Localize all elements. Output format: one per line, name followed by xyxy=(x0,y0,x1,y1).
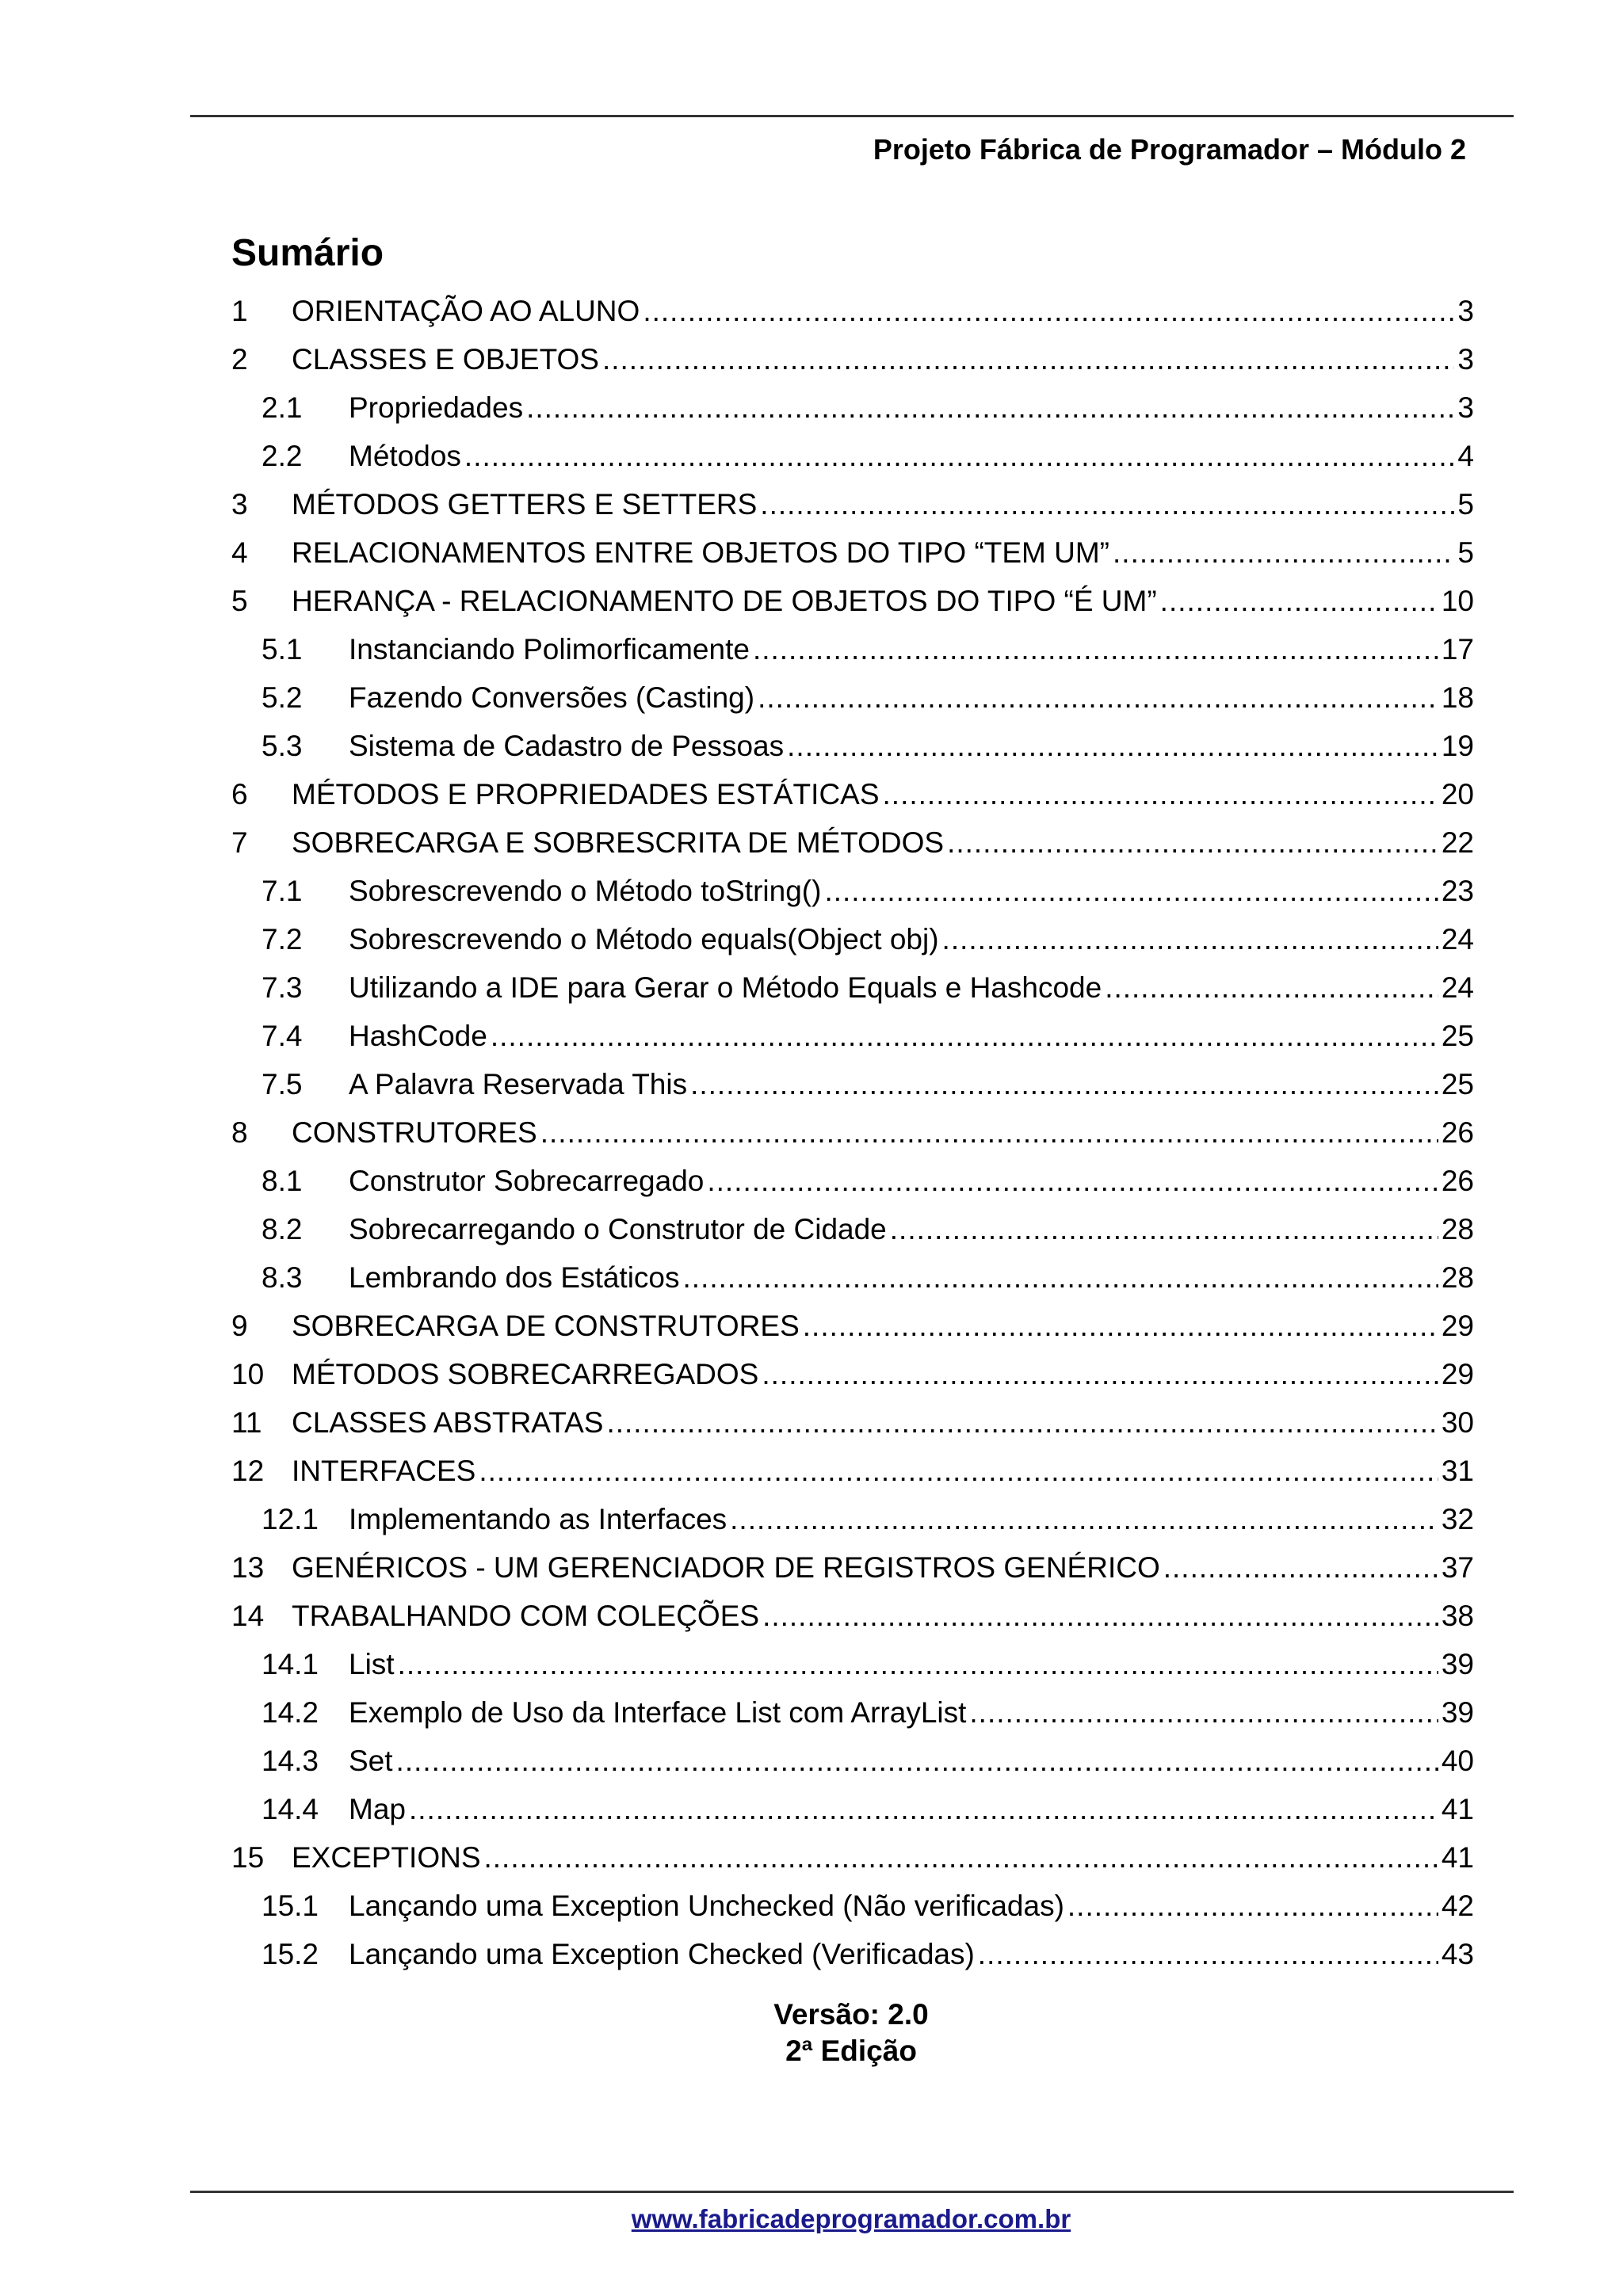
toc-entry-title: GENÉRICOS - UM GERENCIADOR DE REGISTROS GENÉRICO xyxy=(292,1551,1160,1584)
toc-entry-page: 3 xyxy=(1457,391,1474,424)
toc-entry[interactable] xyxy=(231,1253,1474,1302)
toc-entry-number: 8.2 xyxy=(262,1213,303,1245)
toc-entry-number: 15.1 xyxy=(262,1890,319,1922)
toc-entry[interactable] xyxy=(231,963,1474,1012)
toc-entry-number: 12 xyxy=(231,1455,265,1487)
toc-entry-number: 7 xyxy=(231,826,248,859)
toc-dot-leader xyxy=(942,915,1438,963)
toc-entry-title: Sistema de Cadastro de Pessoas xyxy=(349,730,785,762)
toc-entry-page: 32 xyxy=(1441,1503,1474,1535)
toc-entry-page: 20 xyxy=(1441,778,1474,810)
toc-dot-leader xyxy=(1163,1543,1438,1592)
toc-entry-page: 18 xyxy=(1441,681,1474,714)
toc-dot-leader xyxy=(947,818,1438,867)
toc-dot-leader xyxy=(643,287,1454,335)
toc-dot-leader xyxy=(1113,528,1454,577)
toc-entry[interactable] xyxy=(231,1108,1474,1157)
toc-entry-number: 14 xyxy=(231,1600,265,1632)
toc-entry-title: MÉTODOS GETTERS E SETTERS xyxy=(292,488,758,521)
toc-entry-number: 12.1 xyxy=(262,1503,319,1535)
toc-entry-number: 2.1 xyxy=(262,391,303,424)
toc-entry[interactable] xyxy=(231,1157,1474,1205)
toc-entry-page: 19 xyxy=(1441,730,1474,762)
toc-entry-number: 10 xyxy=(231,1358,265,1390)
toc-dot-leader xyxy=(758,673,1438,722)
toc-entry-page: 23 xyxy=(1441,875,1474,907)
toc-entry-number: 15.2 xyxy=(262,1938,319,1970)
toc-entry-number: 7.1 xyxy=(262,875,303,907)
toc-entry-page: 22 xyxy=(1441,826,1474,859)
toc-entry-number: 5.2 xyxy=(262,681,303,714)
toc-entry-page: 5 xyxy=(1457,536,1474,569)
toc-dot-leader xyxy=(762,1592,1438,1640)
toc-entry-page: 28 xyxy=(1441,1213,1474,1245)
toc-dot-leader xyxy=(484,1833,1438,1882)
toc-entry-page: 31 xyxy=(1441,1455,1474,1487)
header-rule xyxy=(190,115,1514,117)
toc-dot-leader xyxy=(690,1060,1438,1108)
toc-entry[interactable] xyxy=(231,1737,1474,1785)
toc-dot-leader xyxy=(824,867,1438,915)
toc-entry-number: 7.5 xyxy=(262,1068,303,1100)
toc-entry-title: Construtor Sobrecarregado xyxy=(349,1165,705,1197)
toc-dot-leader xyxy=(602,335,1454,383)
toc-entry-number: 5 xyxy=(231,585,248,617)
toc-entry[interactable] xyxy=(231,1060,1474,1108)
toc-entry-page: 41 xyxy=(1441,1793,1474,1825)
toc-entry-number: 6 xyxy=(231,778,248,810)
toc-dot-leader xyxy=(396,1737,1438,1785)
footer-rule xyxy=(190,2191,1514,2193)
toc-entry-page: 24 xyxy=(1441,923,1474,955)
toc-entry-title: EXCEPTIONS xyxy=(292,1841,481,1874)
toc-entry-page: 39 xyxy=(1441,1648,1474,1680)
toc-entry-number: 5.1 xyxy=(262,633,303,666)
toc-dot-leader xyxy=(491,1012,1438,1060)
toc-entry-page: 38 xyxy=(1441,1600,1474,1632)
toc-entry-page: 3 xyxy=(1457,295,1474,327)
toc-dot-leader xyxy=(760,480,1454,528)
toc-entry-title: HashCode xyxy=(349,1020,487,1052)
toc-entry[interactable] xyxy=(231,1205,1474,1253)
toc-entry-number: 3 xyxy=(231,488,248,521)
toc-entry[interactable] xyxy=(231,818,1474,867)
footer-website-link[interactable]: www.fabricadeprogramador.com.br xyxy=(631,2204,1071,2233)
version-label: Versão: 2.0 xyxy=(773,1998,929,2031)
toc-entry[interactable] xyxy=(231,383,1474,432)
toc-entry-title: INTERFACES xyxy=(292,1455,476,1487)
toc-dot-leader xyxy=(683,1253,1438,1302)
toc-entry-title: Sobrescrevendo o Método toString() xyxy=(349,875,822,907)
toc-entry[interactable] xyxy=(231,577,1474,625)
toc-entry-number: 1 xyxy=(231,295,248,327)
toc-dot-leader xyxy=(1067,1882,1438,1930)
toc-dot-leader xyxy=(730,1495,1438,1543)
toc-dot-leader xyxy=(540,1108,1438,1157)
toc-dot-leader xyxy=(1105,963,1438,1012)
toc-dot-leader xyxy=(890,1205,1438,1253)
toc-entry-title: Map xyxy=(349,1793,406,1825)
toc-entry[interactable] xyxy=(231,673,1474,722)
toc-entry-title: List xyxy=(349,1648,395,1680)
toc-entry-number: 8.1 xyxy=(262,1165,303,1197)
toc-entry-page: 39 xyxy=(1441,1696,1474,1729)
version-block xyxy=(0,1997,1623,2069)
edition-label: 2ª Edição xyxy=(785,2035,917,2067)
toc-entry-title: Sobrescrevendo o Método equals(Object obj) xyxy=(349,923,939,955)
toc-entry-number: 14.4 xyxy=(262,1793,319,1825)
toc-entry-page: 37 xyxy=(1441,1551,1474,1584)
toc-entry-title: Lançando uma Exception Checked (Verificadas) xyxy=(349,1938,975,1970)
toc-entry-title: SOBRECARGA E SOBRESCRITA DE MÉTODOS xyxy=(292,826,945,859)
toc-entry[interactable] xyxy=(231,480,1474,528)
toc-dot-leader xyxy=(969,1688,1438,1737)
toc-entry[interactable] xyxy=(231,867,1474,915)
toc-entry[interactable] xyxy=(231,335,1474,383)
toc-entry-title: HERANÇA - RELACIONAMENTO DE OBJETOS DO TIPO “É UM” xyxy=(292,585,1157,617)
toc-entry-page: 3 xyxy=(1457,343,1474,376)
toc-entry-page: 25 xyxy=(1441,1020,1474,1052)
toc-entry[interactable] xyxy=(231,722,1474,770)
toc-dot-leader xyxy=(398,1640,1438,1688)
toc-entry-page: 10 xyxy=(1441,585,1474,617)
toc-entry-title: Sobrecarregando o Construtor de Cidade xyxy=(349,1213,887,1245)
toc-entry-title: CONSTRUTORES xyxy=(292,1116,537,1149)
toc-entry[interactable] xyxy=(231,1302,1474,1350)
toc-entry-page: 30 xyxy=(1441,1406,1474,1439)
toc-entry-title: Set xyxy=(349,1745,393,1777)
toc-entry[interactable] xyxy=(231,1785,1474,1833)
toc-entry-title: Fazendo Conversões (Casting) xyxy=(349,681,755,714)
toc-dot-leader xyxy=(803,1302,1438,1350)
toc-entry[interactable] xyxy=(231,625,1474,673)
toc-entry-page: 25 xyxy=(1441,1068,1474,1100)
toc-entry-number: 2 xyxy=(231,343,248,376)
toc-entry-number: 7.4 xyxy=(262,1020,303,1052)
toc-entry-title: Exemplo de Uso da Interface List com ArrayList xyxy=(349,1696,967,1729)
toc-entry-number: 14.1 xyxy=(262,1648,319,1680)
toc-dot-leader xyxy=(978,1930,1438,1978)
table-of-contents xyxy=(231,287,1474,1978)
toc-dot-leader xyxy=(787,722,1438,770)
toc-entry-number: 9 xyxy=(231,1310,248,1342)
toc-entry-title: CLASSES ABSTRATAS xyxy=(292,1406,604,1439)
toc-entry-number: 4 xyxy=(231,536,248,569)
toc-entry-number: 5.3 xyxy=(262,730,303,762)
toc-entry-number: 13 xyxy=(231,1551,265,1584)
toc-dot-leader xyxy=(606,1398,1438,1447)
toc-entry-page: 26 xyxy=(1441,1165,1474,1197)
toc-entry-title: ORIENTAÇÃO AO ALUNO xyxy=(292,295,640,327)
toc-entry-page: 24 xyxy=(1441,971,1474,1004)
toc-entry[interactable] xyxy=(231,1833,1474,1882)
toc-entry-page: 17 xyxy=(1441,633,1474,666)
toc-dot-leader xyxy=(464,432,1455,480)
toc-entry-page: 29 xyxy=(1441,1358,1474,1390)
toc-entry-title: Propriedades xyxy=(349,391,524,424)
toc-dot-leader xyxy=(1160,577,1438,625)
toc-entry[interactable] xyxy=(231,770,1474,818)
toc-entry[interactable] xyxy=(231,1543,1474,1592)
toc-entry-page: 5 xyxy=(1457,488,1474,521)
toc-entry-page: 42 xyxy=(1441,1890,1474,1922)
toc-entry-number: 8 xyxy=(231,1116,248,1149)
toc-entry-number: 2.2 xyxy=(262,440,303,472)
toc-entry-title: RELACIONAMENTOS ENTRE OBJETOS DO TIPO “TEM UM” xyxy=(292,536,1110,569)
toc-dot-leader xyxy=(526,383,1454,432)
toc-entry[interactable] xyxy=(231,1688,1474,1737)
toc-entry-number: 15 xyxy=(231,1841,265,1874)
toc-entry[interactable] xyxy=(231,1447,1474,1495)
toc-entry-title: Métodos xyxy=(349,440,461,472)
toc-heading: Sumário xyxy=(231,232,384,274)
toc-entry[interactable] xyxy=(231,1012,1474,1060)
toc-entry-page: 4 xyxy=(1457,440,1474,472)
toc-entry-number: 8.3 xyxy=(262,1261,303,1294)
toc-entry[interactable] xyxy=(231,1882,1474,1930)
toc-entry[interactable] xyxy=(231,1640,1474,1688)
toc-entry-page: 28 xyxy=(1441,1261,1474,1294)
toc-entry[interactable] xyxy=(231,1930,1474,1978)
toc-dot-leader xyxy=(753,625,1438,673)
toc-entry-title: TRABALHANDO COM COLEÇÕES xyxy=(292,1600,760,1632)
toc-entry-number: 14.2 xyxy=(262,1696,319,1729)
toc-entry-page: 40 xyxy=(1441,1745,1474,1777)
toc-entry[interactable] xyxy=(231,1592,1474,1640)
toc-dot-leader xyxy=(479,1447,1438,1495)
toc-entry-title: Lançando uma Exception Unchecked (Não verificadas) xyxy=(349,1890,1064,1922)
toc-entry-number: 7.3 xyxy=(262,971,303,1004)
toc-entry-page: 29 xyxy=(1441,1310,1474,1342)
toc-entry-title: A Palavra Reservada This xyxy=(349,1068,688,1100)
toc-dot-leader xyxy=(409,1785,1438,1833)
toc-entry-page: 43 xyxy=(1441,1938,1474,1970)
toc-dot-leader xyxy=(707,1157,1438,1205)
toc-entry-title: CLASSES E OBJETOS xyxy=(292,343,599,376)
toc-entry-title: Utilizando a IDE para Gerar o Método Equals e Hashcode xyxy=(349,971,1102,1004)
toc-entry[interactable] xyxy=(231,287,1474,335)
toc-entry-title: Lembrando dos Estáticos xyxy=(349,1261,680,1294)
toc-entry[interactable] xyxy=(231,1398,1474,1447)
toc-entry-title: MÉTODOS SOBRECARREGADOS xyxy=(292,1358,759,1390)
header-title: Projeto Fábrica de Programador – Módulo 2 xyxy=(873,133,1466,166)
toc-entry[interactable] xyxy=(231,1350,1474,1398)
toc-dot-leader xyxy=(883,770,1438,818)
toc-entry-page: 41 xyxy=(1441,1841,1474,1874)
toc-entry-title: MÉTODOS E PROPRIEDADES ESTÁTICAS xyxy=(292,778,880,810)
toc-entry-title: SOBRECARGA DE CONSTRUTORES xyxy=(292,1310,800,1342)
toc-entry[interactable] xyxy=(231,1495,1474,1543)
toc-entry-number: 11 xyxy=(231,1406,262,1439)
toc-entry[interactable] xyxy=(231,528,1474,577)
toc-dot-leader xyxy=(762,1350,1438,1398)
toc-entry-title: Implementando as Interfaces xyxy=(349,1503,727,1535)
toc-entry-title: Instanciando Polimorficamente xyxy=(349,633,750,666)
toc-entry[interactable] xyxy=(231,432,1474,480)
toc-entry-number: 7.2 xyxy=(262,923,303,955)
toc-entry-number: 14.3 xyxy=(262,1745,319,1777)
toc-entry-page: 26 xyxy=(1441,1116,1474,1149)
toc-entry[interactable] xyxy=(231,915,1474,963)
